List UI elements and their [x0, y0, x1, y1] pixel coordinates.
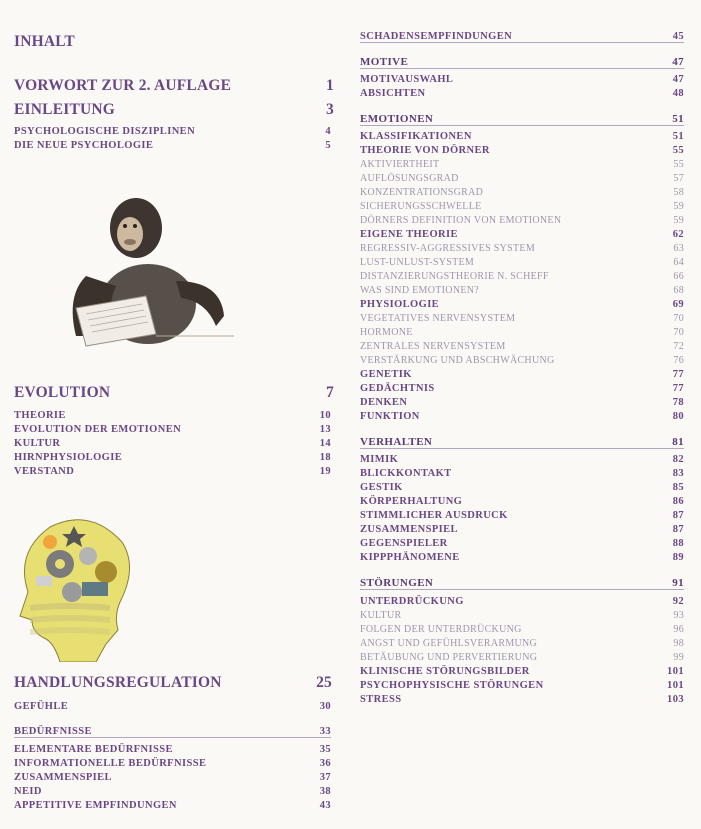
- toc-entry-informationelle[interactable]: INFORMATIONELLE BEDÜRFNISSE 36: [14, 758, 331, 769]
- toc-entry-title: FOLGEN DER UNTERDRÜCKUNG: [360, 624, 522, 635]
- toc-entry[interactable]: [360, 201, 684, 212]
- toc-entry[interactable]: [360, 652, 684, 663]
- toc-entry-page: 63: [673, 243, 684, 254]
- toc-entry-page: 92: [672, 596, 684, 607]
- toc-section-emotionen[interactable]: EMOTIONEN 51: [360, 113, 684, 125]
- toc-entry-title: GENETIK: [360, 369, 412, 380]
- toc-entry-title: DISTANZIERUNGSTHEORIE N. SCHEFF: [360, 271, 549, 282]
- toc-entry-title: KULTUR: [360, 610, 402, 621]
- toc-entry-title: KÖRPERHALTUNG: [360, 496, 463, 507]
- toc-entry-page: 88: [672, 538, 684, 549]
- toc-entry-title: DÖRNERS DEFINITION VON EMOTIONEN: [360, 215, 562, 226]
- toc-entry[interactable]: [360, 355, 684, 366]
- toc-entry-page: 70: [673, 327, 684, 338]
- toc-entry-title: GESTIK: [360, 482, 403, 493]
- toc-entry[interactable]: [360, 624, 684, 635]
- toc-entry-einleitung[interactable]: EINLEITUNG 3: [14, 101, 334, 118]
- toc-entry-title: KLINISCHE STÖRUNGSBILDER: [360, 666, 530, 677]
- toc-entry[interactable]: [360, 229, 684, 240]
- toc-entry[interactable]: [360, 596, 684, 607]
- toc-entry[interactable]: [360, 131, 684, 142]
- toc-entry-page: 57: [673, 173, 684, 184]
- toc-entry-title: VEGETATIVES NERVENSYSTEM: [360, 313, 516, 324]
- toc-entry[interactable]: [360, 159, 684, 170]
- toc-entry[interactable]: [360, 299, 684, 310]
- toc-entry-evolution-emotionen[interactable]: EVOLUTION DER EMOTIONEN 13: [14, 424, 331, 435]
- toc-section-verhalten[interactable]: VERHALTEN 81: [360, 436, 684, 448]
- toc-entry-page: 101: [667, 680, 684, 691]
- toc-entry[interactable]: [360, 468, 684, 479]
- toc-entry-title: WAS SIND EMOTIONEN?: [360, 285, 480, 296]
- toc-entry-kultur[interactable]: KULTUR 14: [14, 438, 331, 449]
- toc-entry[interactable]: [360, 680, 684, 691]
- toc-entry-title: BLICKKONTAKT: [360, 468, 452, 479]
- toc-entry-verstand[interactable]: VERSTAND 19: [14, 466, 331, 477]
- toc-entry-title: STRESS: [360, 694, 402, 705]
- toc-entry-title: THEORIE VON DÖRNER: [360, 145, 490, 156]
- toc-entry[interactable]: [360, 341, 684, 352]
- toc-entry-page: 101: [667, 666, 684, 677]
- toc-entry-title: LUST-UNLUST-SYSTEM: [360, 257, 475, 268]
- toc-entry[interactable]: [360, 243, 684, 254]
- toc-entry-page: 103: [667, 694, 684, 705]
- toc-entry-title: SICHERUNGSSCHWELLE: [360, 201, 482, 212]
- toc-entry[interactable]: [360, 524, 684, 535]
- toc-entry[interactable]: [360, 383, 684, 394]
- toc-entry-title: PSYCHOPHYSISCHE STÖRUNGEN: [360, 680, 544, 691]
- toc-entry[interactable]: [360, 397, 684, 408]
- toc-entry-page: 69: [672, 299, 684, 310]
- toc-entry-title: REGRESSIV-AGGRESSIVES SYSTEM: [360, 243, 536, 254]
- toc-entry-title: UNTERDRÜCKUNG: [360, 596, 464, 607]
- toc-entry-page: 85: [672, 482, 684, 493]
- toc-entry-page: 59: [673, 215, 684, 226]
- toc-entry-page: 87: [672, 524, 684, 535]
- toc-entry-title: AUFLÖSUNGSGRAD: [360, 173, 459, 184]
- toc-entry-page: 51: [672, 131, 684, 142]
- toc-entry-title: GEGENSPIELER: [360, 538, 448, 549]
- toc-entry-vorwort[interactable]: VORWORT ZUR 2. AUFLAGE 1: [14, 77, 334, 94]
- toc-entry-page: 83: [672, 468, 684, 479]
- toc-entry[interactable]: [360, 327, 684, 338]
- toc-entry-psych-disziplinen[interactable]: PSYCHOLOGISCHE DISZIPLINEN 4: [14, 126, 331, 137]
- toc-entry[interactable]: [360, 552, 684, 563]
- toc-entry-title: MIMIK: [360, 454, 399, 465]
- toc-entry-title: ZUSAMMENSPIEL: [360, 524, 458, 535]
- toc-entry-title: FUNKTION: [360, 411, 420, 422]
- toc-entry[interactable]: [360, 510, 684, 521]
- toc-entry-page: 78: [672, 397, 684, 408]
- toc-entry-title: ZENTRALES NERVENSYSTEM: [360, 341, 506, 352]
- toc-entry-page: 55: [673, 159, 684, 170]
- toc-entry-page: 58: [673, 187, 684, 198]
- toc-entry-page: 66: [673, 271, 684, 282]
- toc-entry-page: 77: [672, 369, 684, 380]
- toc-entry-page: 72: [673, 341, 684, 352]
- toc-entry-title: DENKEN: [360, 397, 408, 408]
- toc-entry[interactable]: [360, 694, 684, 705]
- toc-entry-beduerfnisse[interactable]: BEDÜRFNISSE 33: [14, 726, 331, 737]
- toc-entry[interactable]: [360, 610, 684, 621]
- toc-entry-hirnphysiologie[interactable]: HIRNPHYSIOLOGIE 18: [14, 452, 331, 463]
- toc-entry-appetitive[interactable]: APPETITIVE EMPFINDUNGEN 43: [14, 800, 331, 811]
- toc-entry-title: GEDÄCHTNIS: [360, 383, 435, 394]
- toc-section-stoerungen[interactable]: STÖRUNGEN 91: [360, 577, 684, 589]
- toc-entry[interactable]: [360, 313, 684, 324]
- toc-entry-page: 77: [672, 383, 684, 394]
- toc-entry-handlungsregulation[interactable]: HANDLUNGSREGULATION 25: [14, 674, 332, 691]
- toc-entry[interactable]: [360, 538, 684, 549]
- toc-entry-page: 70: [673, 313, 684, 324]
- toc-entry[interactable]: [360, 454, 684, 465]
- toc-entry-page: 96: [673, 624, 684, 635]
- toc-entry[interactable]: [360, 271, 684, 282]
- toc-entry[interactable]: [360, 496, 684, 507]
- toc-entry[interactable]: [360, 411, 684, 422]
- toc-entry-title: KIPPPHÄNOMENE: [360, 552, 460, 563]
- toc-entry-page: 98: [673, 638, 684, 649]
- toc-entry-neue-psychologie[interactable]: DIE NEUE PSYCHOLOGIE 5: [14, 140, 331, 151]
- toc-entry-title: BETÄUBUNG UND PERVERTIERUNG: [360, 652, 538, 663]
- toc-entry-title: AKTIVIERTHEIT: [360, 159, 440, 170]
- toc-entry-title: HORMONE: [360, 327, 413, 338]
- toc-entry-page: 80: [672, 411, 684, 422]
- toc-entry-page: 93: [673, 610, 684, 621]
- toc-entry-evolution[interactable]: EVOLUTION 7: [14, 384, 334, 401]
- toc-entry-title: KLASSIFIKATIONEN: [360, 131, 472, 142]
- toc-entry-title: KONZENTRATIONSGRAD: [360, 187, 484, 198]
- toc-entry-title: VERSTÄRKUNG UND ABSCHWÄCHUNG: [360, 355, 555, 366]
- toc-entry-title: PHYSIOLOGIE: [360, 299, 440, 310]
- toc-entry[interactable]: [360, 369, 684, 380]
- toc-entry-page: 55: [672, 145, 684, 156]
- head-gears-illustration: [10, 512, 140, 662]
- toc-entry-zusammenspiel-left[interactable]: ZUSAMMENSPIEL 37: [14, 772, 331, 783]
- toc-entry-page: 89: [672, 552, 684, 563]
- toc-entry-page: 87: [672, 510, 684, 521]
- toc-entry-absichten[interactable]: ABSICHTEN 48: [360, 88, 684, 99]
- toc-entry-page: 82: [672, 454, 684, 465]
- toc-entry-page: 68: [673, 285, 684, 296]
- toc-entry-page: 59: [673, 201, 684, 212]
- toc-entry[interactable]: [360, 285, 684, 296]
- toc-entry-title: ANGST UND GEFÜHLSVERARMUNG: [360, 638, 538, 649]
- toc-entry-gefuehle[interactable]: GEFÜHLE 30: [14, 701, 331, 712]
- toc-entry[interactable]: [360, 187, 684, 198]
- toc-title: INHALT: [14, 33, 75, 50]
- toc-entry-neid[interactable]: NEID 38: [14, 786, 331, 797]
- toc-entry-page: 64: [673, 257, 684, 268]
- toc-entry-page: 99: [673, 652, 684, 663]
- toc-entry[interactable]: [360, 145, 684, 156]
- toc-entry[interactable]: [360, 173, 684, 184]
- toc-entry-page: 62: [672, 229, 684, 240]
- toc-entry[interactable]: [360, 257, 684, 268]
- chimp-reading-illustration: [56, 186, 236, 356]
- toc-entry-theorie[interactable]: THEORIE 10: [14, 410, 331, 421]
- toc-entry-elementare[interactable]: ELEMENTARE BEDÜRFNISSE 35: [14, 744, 331, 755]
- toc-entry-title: EIGENE THEORIE: [360, 229, 458, 240]
- toc-entry-motivauswahl[interactable]: MOTIVAUSWAHL 47: [360, 74, 684, 85]
- toc-entry[interactable]: [360, 215, 684, 226]
- toc-entry[interactable]: [360, 638, 684, 649]
- toc-section-motive[interactable]: MOTIVE 47: [360, 56, 684, 68]
- toc-entry-title: STIMMLICHER AUSDRUCK: [360, 510, 508, 521]
- toc-entry[interactable]: [360, 482, 684, 493]
- toc-entry-page: 76: [673, 355, 684, 366]
- toc-entry-page: 86: [672, 496, 684, 507]
- toc-entry[interactable]: [360, 666, 684, 677]
- toc-entry-schadensempfindungen[interactable]: SCHADENSEMPFINDUNGEN 45: [360, 31, 684, 42]
